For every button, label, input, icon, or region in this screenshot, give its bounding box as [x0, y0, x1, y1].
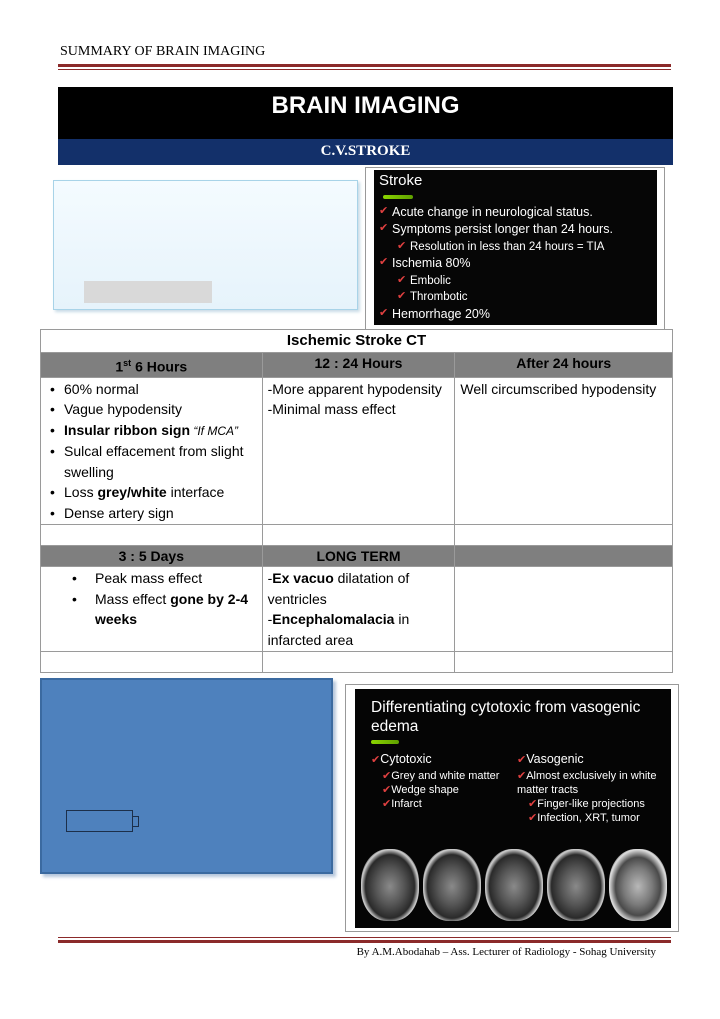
page-title: BRAIN IMAGING [58, 87, 673, 139]
table-caption: Ischemic Stroke CT [41, 330, 673, 353]
slide-bullet: ✔Infarct [382, 798, 422, 810]
slide-bullet-text: Ischemia 80% [392, 256, 471, 271]
cell-line: -Encephalomalacia in infarcted area [267, 611, 410, 648]
cell-3-5-days [41, 567, 263, 652]
cell-long-term [262, 567, 455, 652]
list-item: • 60% normal [46, 379, 257, 400]
green-swoosh-icon [371, 740, 399, 744]
empty-cell [455, 567, 673, 652]
blue-image-placeholder [40, 678, 333, 874]
slide-bullet-text: Embolic [410, 275, 451, 287]
empty-cell [262, 525, 455, 546]
slide-sub-bullet [397, 290, 657, 304]
edema-slide [355, 689, 671, 928]
list-item: • Sulcal effacement from slight swelling [46, 441, 257, 482]
column-header-long-term: LONG TERM [262, 546, 455, 567]
slide-bullet-text: Hemorrhage 20% [392, 306, 490, 321]
ct-scan-strip [361, 849, 667, 923]
cell-first-6-hours [41, 377, 263, 525]
slide-bullet [379, 205, 657, 221]
green-swoosh-icon [383, 195, 413, 199]
footer-rule-thick [58, 940, 671, 943]
checkmark-icon: ✔ [397, 240, 407, 252]
ct-scan-image [423, 849, 481, 921]
checkmark-icon: ✔ [379, 222, 389, 235]
empty-cell [41, 652, 263, 673]
battery-icon [66, 810, 133, 832]
stroke-slide [374, 170, 657, 325]
placeholder-caption-bar [84, 281, 212, 303]
column-header-12-24-hours: 12 : 24 Hours [262, 353, 455, 378]
empty-cell [455, 652, 673, 673]
cytotoxic-column: ✔Cytotoxic ✔Grey and white matter ✔Wedge shape ✔Infarct [371, 752, 517, 825]
checkmark-icon: ✔ [382, 784, 392, 796]
ct-scan-image [361, 849, 419, 921]
column-header-3-5-days: 3 : 5 Days [41, 546, 263, 567]
checkmark-icon: ✔ [397, 290, 407, 303]
edema-slide-frame [345, 684, 679, 932]
slide-bullet: ✔Almost exclusively in white matter tracts [517, 770, 657, 796]
ct-scan-image [609, 849, 667, 921]
slide-bullet: ✔Infection, XRT, tumor [528, 812, 640, 824]
header-rule-thin [58, 69, 671, 70]
checkmark-icon: ✔ [528, 798, 538, 810]
slide-bullet [379, 307, 657, 323]
page-footer: By A.M.Abodahab – Ass. Lecturer of Radiology - Sohag University [356, 946, 656, 958]
ct-scan-image [547, 849, 605, 921]
header-rule-thick [58, 64, 671, 67]
cell-line: -Ex vacuo dilatation of ventricles [267, 570, 410, 607]
empty-cell [455, 525, 673, 546]
slide-bullet-text: Thrombotic [410, 291, 468, 304]
running-header: SUMMARY OF BRAIN IMAGING [60, 44, 266, 59]
list-item: • Dense artery sign [46, 503, 257, 524]
image-placeholder [53, 180, 358, 310]
checkmark-icon: ✔ [379, 306, 389, 319]
checkmark-icon: ✔ [382, 770, 392, 782]
cell-line: -More apparent hypodensity [267, 380, 442, 397]
cell-12-24-hours [262, 377, 455, 525]
checkmark-icon: ✔ [379, 256, 389, 269]
list-item: • Loss grey/white interface [46, 482, 257, 503]
ischemic-stroke-table [40, 329, 673, 673]
checkmark-icon: ✔ [371, 754, 381, 766]
list-item: • Mass effect gone by 2-4 weeks [46, 589, 257, 630]
checkmark-icon: ✔ [517, 770, 527, 782]
cell-line: -Minimal mass effect [267, 401, 396, 418]
vasogenic-column: ✔Vasogenic ✔Almost exclusively in white matter tracts ✔Finger-like projections ✔Infection, XRT, tumor [517, 752, 667, 825]
slide-bullet: ✔Finger-like projections [528, 798, 645, 810]
slide-bullet: ✔Wedge shape [382, 784, 459, 796]
stroke-slide-frame [365, 167, 665, 330]
slide-bullet [379, 256, 657, 272]
slide-bullet-text: Acute change in neurological status. [392, 204, 593, 219]
list-item: • Insular ribbon sign “If MCA” [46, 420, 257, 442]
list-item: • Peak mass effect [46, 568, 257, 589]
slide-sub-bullet [397, 274, 657, 288]
slide-bullet [379, 222, 657, 238]
column-header-after-24-hours: After 24 hours [455, 353, 673, 378]
checkmark-icon: ✔ [528, 812, 538, 824]
ct-scan-image [485, 849, 543, 921]
empty-cell [41, 525, 263, 546]
column-header-first-6-hours: 1st 6 Hours [41, 353, 263, 378]
stroke-slide-title: Stroke [379, 172, 423, 189]
empty-cell [262, 652, 455, 673]
edema-slide-title: Differentiating cytotoxic from vasogenic edema [371, 699, 641, 735]
slide-sub-bullet [397, 240, 657, 254]
slide-bullet-text: Symptoms persist longer than 24 hours. [392, 222, 613, 237]
slide-bullet: ✔Grey and white matter [382, 770, 500, 782]
slide-bullet-text: Resolution in less than 24 hours = TIA [410, 241, 605, 253]
cell-after-24-hours: Well circumscribed hypodensity [455, 377, 673, 525]
list-item: • Vague hypodensity [46, 399, 257, 420]
column-header-empty [455, 546, 673, 567]
checkmark-icon: ✔ [382, 798, 392, 810]
section-subtitle: C.V.STROKE [58, 139, 673, 165]
checkmark-icon: ✔ [397, 274, 407, 286]
checkmark-icon: ✔ [517, 754, 527, 766]
checkmark-icon: ✔ [379, 204, 389, 217]
footer-rule-thin [58, 937, 671, 938]
